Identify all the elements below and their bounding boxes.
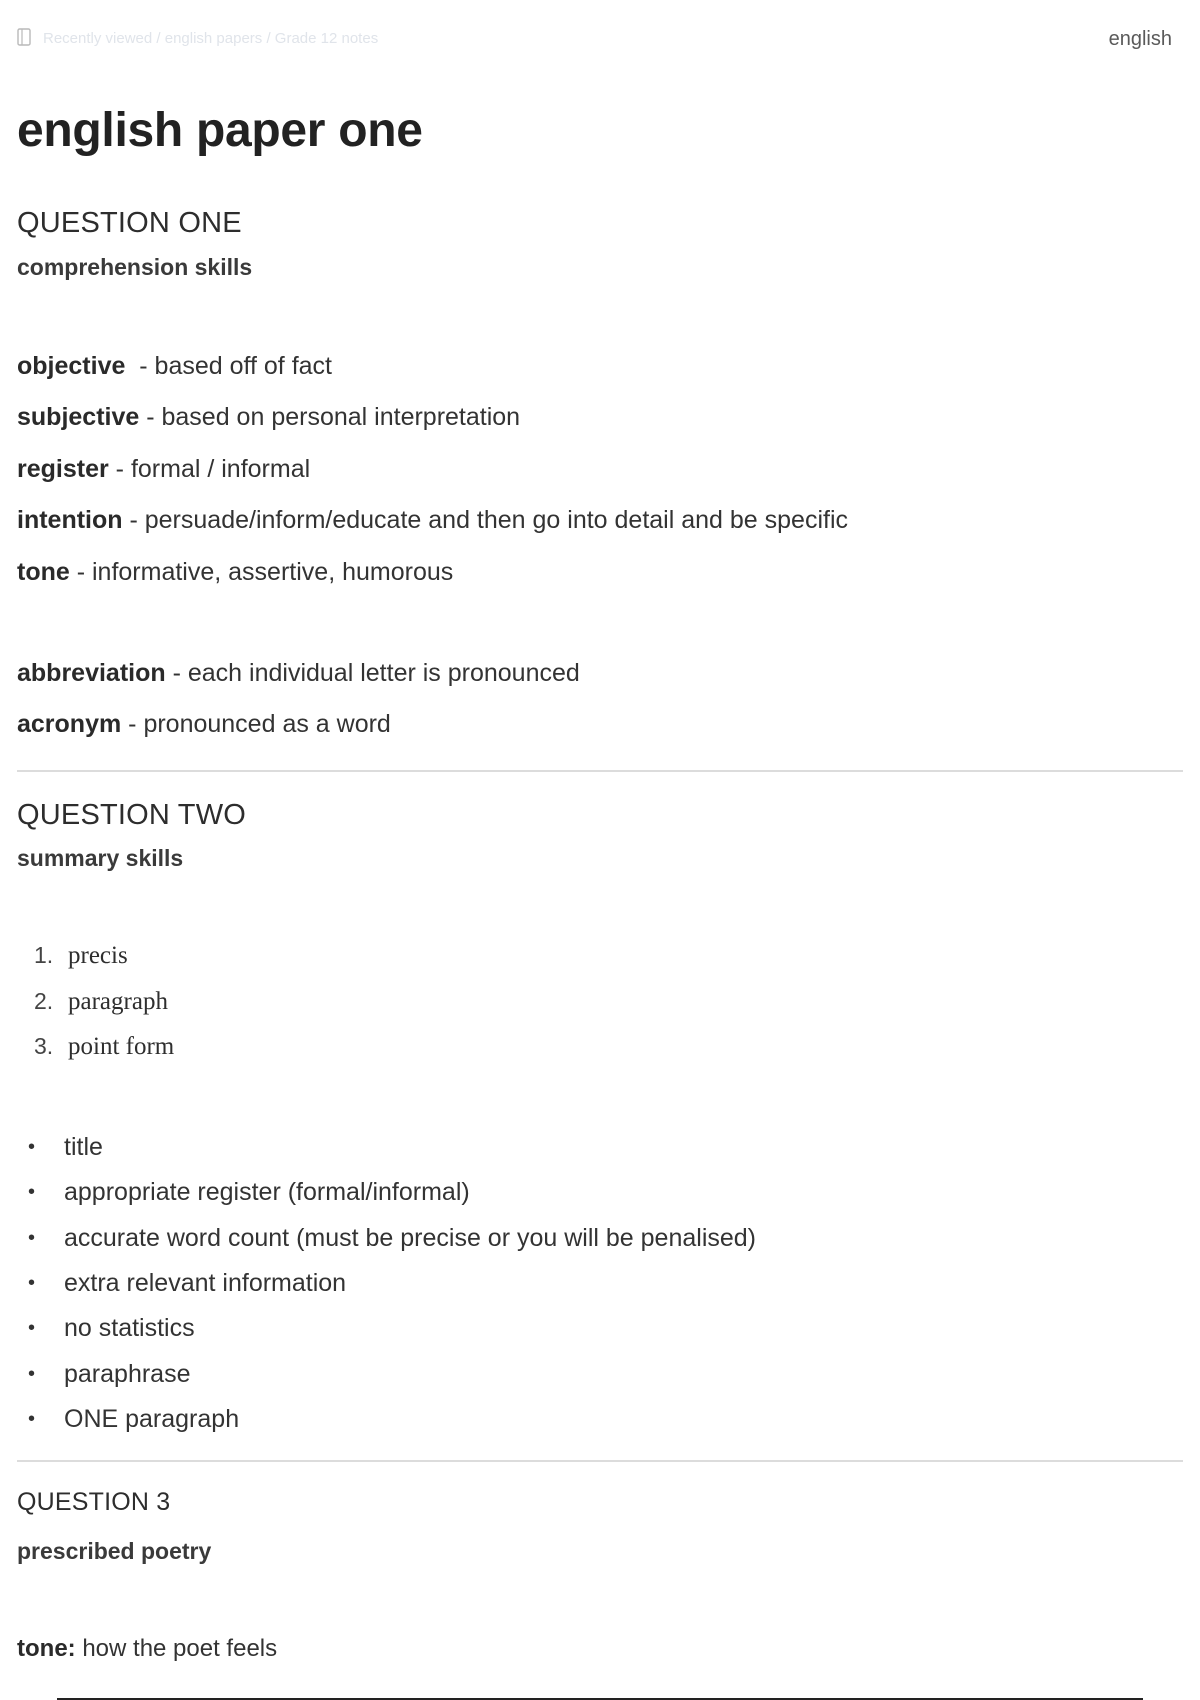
list-item-text: no statistics <box>64 1314 195 1342</box>
bullet-list-item <box>28 1224 756 1253</box>
list-number: 1. <box>34 942 54 968</box>
question-one-heading: QUESTION ONE <box>17 207 242 239</box>
bullet-icon: • <box>28 1136 36 1158</box>
tag-label[interactable]: english <box>1108 28 1172 50</box>
question-one-subheading: comprehension skills <box>17 254 253 280</box>
document-icon[interactable] <box>17 28 31 46</box>
bullet-list-item <box>28 1269 346 1298</box>
definition-register <box>17 455 310 484</box>
list-number: 2. <box>34 988 54 1014</box>
list-item-text: appropriate register (formal/informal) <box>64 1178 470 1206</box>
list-item-text: accurate word count (must be precise or you will be penalised) <box>64 1224 757 1252</box>
list-item-text: precis <box>68 942 128 969</box>
list-item-text: title <box>64 1133 103 1161</box>
definition-separator: - <box>121 710 144 738</box>
numbered-list-item <box>34 1033 174 1061</box>
bullet-list-item <box>28 1360 190 1389</box>
definition-tone-poetry <box>17 1635 277 1663</box>
definition-subjective <box>17 403 520 432</box>
definition-separator: - <box>165 659 188 687</box>
definition-abbreviation <box>17 659 580 688</box>
definition-separator: - <box>108 455 131 483</box>
bullet-list-item <box>28 1405 239 1434</box>
definition-separator: - <box>125 352 155 380</box>
list-item-text: paragraph <box>68 988 168 1015</box>
definition-objective <box>17 352 332 381</box>
definition-tone <box>17 558 453 587</box>
page-title: english paper one <box>17 104 423 157</box>
definition-term: acronym <box>17 710 122 738</box>
list-item-text: ONE paragraph <box>64 1405 240 1433</box>
definition-text: how the poet feels <box>82 1635 278 1662</box>
bullet-icon: • <box>28 1272 36 1294</box>
definition-text: based on personal interpretation <box>161 403 521 431</box>
section-divider <box>17 1460 1183 1462</box>
numbered-list-item <box>34 988 168 1016</box>
bullet-list-item <box>28 1314 195 1343</box>
definition-term: abbreviation <box>17 659 166 687</box>
section-divider <box>17 770 1183 772</box>
definition-text: persuade/inform/educate and then go into detail and be specific <box>144 506 849 534</box>
list-item-text: paraphrase <box>64 1360 191 1388</box>
list-item-text: extra relevant information <box>64 1269 347 1297</box>
bullet-list-item <box>28 1178 470 1207</box>
definition-text: based off of fact <box>154 352 332 380</box>
definition-term: tone: <box>17 1635 76 1662</box>
definition-term: register <box>17 455 109 483</box>
list-number: 3. <box>34 1033 54 1059</box>
definition-term: subjective <box>17 403 140 431</box>
definition-separator: - <box>139 403 162 431</box>
question-two-subheading: summary skills <box>17 845 184 871</box>
definition-term: tone <box>17 558 70 586</box>
numbered-list-item <box>34 942 128 970</box>
question-three-heading: QUESTION 3 <box>17 1488 171 1516</box>
definition-intention <box>17 506 848 535</box>
definition-separator: - <box>69 558 92 586</box>
bullet-list-item <box>28 1133 103 1162</box>
bullet-icon: • <box>28 1317 36 1339</box>
list-item-text: point form <box>68 1033 175 1060</box>
definition-acronym <box>17 710 391 739</box>
definition-text: formal / informal <box>130 455 311 483</box>
bullet-icon: • <box>28 1363 36 1385</box>
definition-text: informative, assertive, humorous <box>92 558 454 586</box>
definition-text: each individual letter is pronounced <box>187 659 580 687</box>
breadcrumb[interactable]: Recently viewed / english papers / Grade 12 notes <box>43 30 379 47</box>
bullet-icon: • <box>28 1181 36 1203</box>
top-bar <box>17 22 1172 54</box>
bullet-icon: • <box>28 1408 36 1430</box>
bullet-icon: • <box>28 1227 36 1249</box>
definition-separator: - <box>122 506 145 534</box>
question-three-subheading: prescribed poetry <box>17 1538 212 1564</box>
definition-text: pronounced as a word <box>143 710 391 738</box>
definition-term: objective <box>17 352 126 380</box>
question-two-heading: QUESTION TWO <box>17 799 247 831</box>
definition-term: intention <box>17 506 123 534</box>
